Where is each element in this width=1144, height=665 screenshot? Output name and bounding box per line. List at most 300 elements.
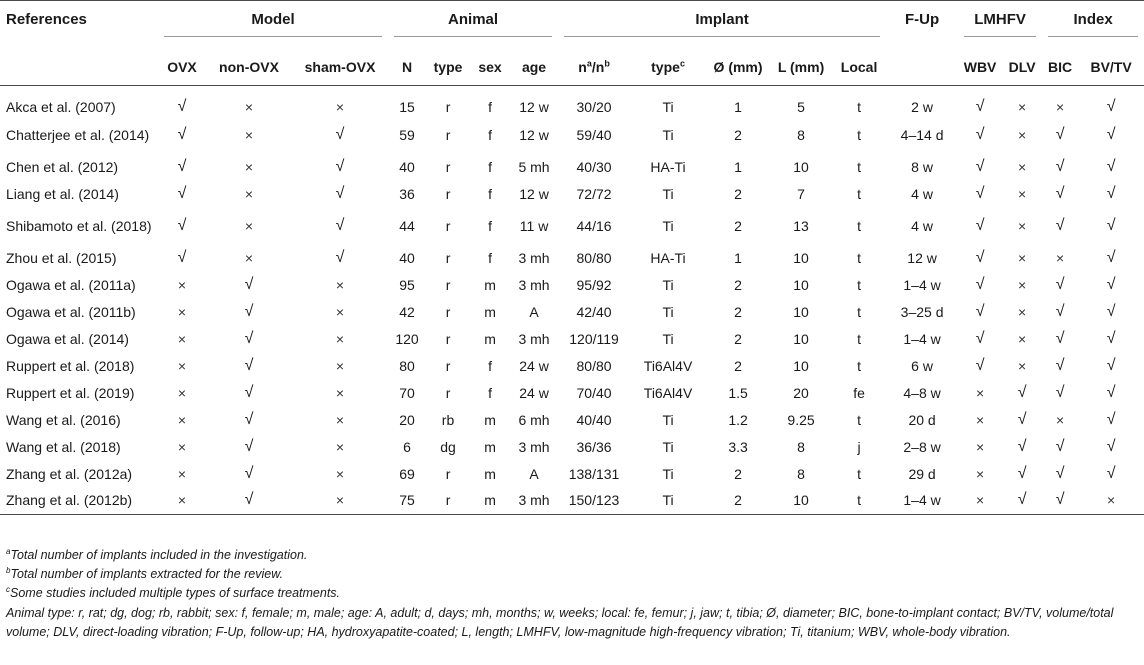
bvtv-cell: √ [1106, 410, 1116, 428]
nanb-cell: 44/16 [576, 217, 612, 234]
col-local: Local [840, 58, 878, 75]
dia-cell: 2 [734, 185, 742, 202]
len-cell: 10 [793, 330, 809, 347]
type-cell: r [445, 330, 451, 347]
sham-ovx-cell: × [335, 357, 345, 374]
sham-ovx-cell: × [335, 330, 345, 347]
age-cell: 3 mh [518, 492, 550, 509]
dlv-cell: × [1017, 330, 1027, 347]
itype-cell: Ti [662, 185, 674, 202]
n-cell: 59 [399, 126, 415, 143]
dlv-cell: √ [1017, 383, 1027, 401]
itype-cell: HA-Ti [650, 158, 686, 175]
local-cell: t [857, 249, 861, 266]
bic-cell: √ [1055, 157, 1065, 175]
ovx-cell: √ [177, 98, 187, 115]
fup-cell: 2 w [911, 99, 933, 115]
len-cell: 7 [797, 185, 805, 202]
type-cell: r [445, 465, 451, 482]
header-group-row [0, 1, 1144, 49]
itype-cell: Ti6Al4V [643, 384, 693, 401]
type-cell: r [445, 303, 451, 320]
local-cell: t [857, 492, 861, 509]
non-ovx-cell: √ [244, 464, 254, 482]
itype-cell: Ti [662, 303, 674, 320]
reference-cell: Ruppert et al. (2018) [6, 357, 135, 374]
reference-cell: Ogawa et al. (2014) [6, 330, 129, 347]
dia-cell: 1 [734, 249, 742, 266]
table-row [0, 298, 1144, 325]
itype-cell: Ti [662, 217, 674, 234]
age-cell: 12 w [519, 126, 549, 143]
col-non-ovx: non-OVX [219, 58, 279, 75]
ovx-cell: × [177, 330, 187, 347]
non-ovx-cell: √ [244, 329, 254, 347]
itype-cell: Ti [662, 411, 674, 428]
footnote-a: $^a$Total number of implants included in the investigation. [6, 546, 308, 562]
bic-cell: × [1056, 411, 1065, 428]
itype-cell: Ti [662, 465, 674, 482]
len-cell: 5 [797, 99, 805, 115]
reference-cell: Liang et al. (2014) [6, 185, 119, 202]
dia-cell: 1 [734, 99, 742, 115]
type-cell: r [445, 99, 451, 115]
dlv-cell: × [1017, 217, 1027, 234]
age-cell: 3 mh [518, 438, 550, 455]
sham-ovx-cell: √ [335, 216, 345, 234]
non-ovx-cell: √ [244, 356, 254, 374]
non-ovx-cell: √ [244, 275, 254, 293]
age-cell: 12 w [519, 185, 549, 202]
type-cell: r [445, 249, 451, 266]
sex-cell: m [484, 330, 496, 347]
bic-cell: √ [1055, 464, 1065, 482]
table-row [0, 406, 1144, 433]
nanb-cell: 40/40 [576, 411, 612, 428]
non-ovx-cell: √ [244, 302, 254, 320]
dlv-cell: × [1017, 126, 1027, 143]
col-bvtv: BV/TV [1090, 58, 1132, 75]
len-cell: 10 [793, 357, 809, 374]
fup-cell: 4 w [911, 217, 933, 234]
age-cell: A [529, 303, 539, 320]
ovx-cell: √ [177, 125, 187, 143]
itype-cell: HA-Ti [650, 249, 686, 266]
age-cell: 3 mh [518, 276, 550, 293]
bvtv-cell: × [1107, 492, 1116, 509]
bvtv-cell: √ [1106, 98, 1116, 115]
reference-cell: Wang et al. (2018) [6, 438, 121, 455]
dia-cell: 2 [734, 330, 742, 347]
bvtv-cell: √ [1106, 157, 1116, 175]
n-cell: 42 [399, 303, 415, 320]
reference-cell: Shibamoto et al. (2018) [6, 217, 152, 234]
len-cell: 8 [797, 438, 805, 455]
fup-cell: 2–8 w [903, 438, 941, 455]
type-cell: r [445, 158, 451, 175]
reference-cell: Chen et al. (2012) [6, 158, 119, 175]
sex-cell: f [488, 99, 492, 115]
sham-ovx-cell: √ [335, 125, 345, 143]
n-cell: 44 [399, 217, 415, 234]
fup-cell: 20 d [908, 411, 936, 428]
col-implant-type: type$^c$ [651, 57, 685, 75]
len-cell: 8 [797, 465, 805, 482]
wbv-cell: × [975, 438, 985, 455]
wbv-cell: × [975, 492, 985, 509]
bvtv-cell: √ [1106, 437, 1116, 455]
fup-cell: 4 w [911, 185, 933, 202]
dia-cell: 2 [734, 217, 742, 234]
ovx-cell: × [177, 276, 187, 293]
bic-cell: √ [1055, 216, 1065, 234]
dia-cell: 2 [734, 126, 742, 143]
table-row [0, 86, 1144, 117]
bvtv-cell: √ [1106, 383, 1116, 401]
bic-cell: √ [1055, 491, 1065, 509]
sham-ovx-cell: × [335, 438, 345, 455]
bic-cell: × [1056, 249, 1065, 266]
n-cell: 80 [399, 357, 415, 374]
age-cell: 3 mh [518, 249, 550, 266]
col-na-nb: $n^a/n^b$ [578, 57, 610, 75]
non-ovx-cell: × [244, 126, 254, 143]
non-ovx-cell: × [244, 217, 254, 234]
lmhfv-group-header: LMHFV [958, 1, 1042, 49]
dlv-cell: √ [1017, 464, 1027, 482]
table-row [0, 116, 1144, 153]
sex-cell: f [488, 185, 492, 202]
reference-cell: Ruppert et al. (2019) [6, 384, 135, 401]
bic-cell: √ [1055, 356, 1065, 374]
table-body [0, 86, 1144, 515]
local-cell: t [857, 126, 861, 143]
fup-cell: 4–8 w [903, 384, 941, 401]
dlv-cell: × [1017, 99, 1027, 115]
dia-cell: 1.2 [728, 411, 748, 428]
col-diameter: Ø (mm) [713, 58, 763, 75]
sex-cell: f [488, 158, 492, 175]
ovx-cell: × [177, 303, 187, 320]
dlv-cell: × [1017, 276, 1027, 293]
n-cell: 36 [399, 185, 415, 202]
len-cell: 10 [793, 303, 809, 320]
non-ovx-cell: √ [244, 437, 254, 455]
abbreviation-legend: Animal type: r, rat; dg, dog; rb, rabbit; sex: f, female; m, male; age: A, adult; d, days; mh, months; w, weeks; local: fe, femur; j, jaw; t, tibia; Ø, diameter; BIC, bone-to-implant contact; BV/TV, volume/total volume; DLV, direct-loading vibration; F-Up, follow-up; HA, hydroxyapatite-coated; L, length; LMHFV, low-magnitude high-frequency vibration; Ti, titanium; WBV, whole-body vibration. [6, 605, 1114, 639]
fup-cell: 8 w [911, 158, 933, 175]
non-ovx-cell: × [244, 249, 254, 266]
bic-cell: √ [1055, 184, 1065, 202]
n-cell: 70 [399, 384, 415, 401]
ovx-cell: × [177, 465, 187, 482]
wbv-cell: √ [975, 98, 985, 115]
reference-cell: Akca et al. (2007) [6, 99, 116, 115]
bic-cell: × [1056, 99, 1065, 115]
dlv-cell: × [1017, 158, 1027, 175]
bvtv-cell: √ [1106, 275, 1116, 293]
table-row [0, 433, 1144, 460]
sex-cell: f [488, 384, 492, 401]
fup-cell: 12 w [907, 249, 937, 266]
dlv-cell: × [1017, 249, 1027, 266]
n-cell: 69 [399, 465, 415, 482]
table-row [0, 487, 1144, 514]
local-cell: fe [853, 384, 865, 401]
len-cell: 13 [793, 217, 809, 234]
itype-cell: Ti [662, 492, 674, 509]
wbv-cell: √ [975, 125, 985, 143]
non-ovx-cell: × [244, 158, 254, 175]
type-cell: r [445, 492, 451, 509]
wbv-cell: √ [975, 275, 985, 293]
sham-ovx-cell: × [335, 303, 345, 320]
dia-cell: 2 [734, 492, 742, 509]
nanb-cell: 36/36 [576, 438, 612, 455]
dia-cell: 1.5 [728, 384, 748, 401]
fup-cell: 6 w [911, 357, 933, 374]
sex-cell: f [488, 249, 492, 266]
age-cell: A [529, 465, 539, 482]
type-cell: rb [441, 411, 455, 428]
col-fup-blank [886, 48, 958, 86]
wbv-cell: √ [975, 356, 985, 374]
table-footnotes [6, 546, 1138, 642]
local-cell: t [857, 465, 861, 482]
table-row [0, 352, 1144, 379]
ovx-cell: √ [177, 248, 187, 266]
nanb-cell: 120/119 [569, 330, 619, 347]
col-n: N [401, 58, 413, 75]
len-cell: 8 [797, 126, 805, 143]
dlv-cell: × [1017, 357, 1027, 374]
sham-ovx-cell: × [335, 99, 345, 115]
footnote-b: $^b$Total number of implants extracted for the review. [6, 566, 284, 582]
len-cell: 10 [793, 492, 809, 509]
sex-cell: m [484, 438, 496, 455]
dia-cell: 2 [734, 276, 742, 293]
implant-group-header: Implant [558, 1, 886, 49]
nanb-cell: 80/80 [576, 249, 612, 266]
sex-cell: f [488, 357, 492, 374]
table-row [0, 325, 1144, 352]
col-wbv: WBV [963, 58, 997, 75]
table-row [0, 271, 1144, 298]
n-cell: 120 [395, 330, 419, 347]
dlv-cell: × [1017, 185, 1027, 202]
bic-cell: √ [1055, 275, 1065, 293]
wbv-cell: √ [975, 302, 985, 320]
table-row [0, 153, 1144, 180]
bic-cell: √ [1055, 302, 1065, 320]
nanb-cell: 30/20 [576, 99, 612, 115]
bvtv-cell: √ [1106, 125, 1116, 143]
len-cell: 9.25 [787, 411, 815, 428]
wbv-cell: × [975, 384, 985, 401]
col-sex: sex [478, 58, 502, 75]
sham-ovx-cell: × [335, 276, 345, 293]
bvtv-cell: √ [1106, 329, 1116, 347]
dlv-cell: √ [1017, 410, 1027, 428]
dia-cell: 2 [734, 465, 742, 482]
wbv-cell: √ [975, 157, 985, 175]
itype-cell: Ti [662, 330, 674, 347]
reference-cell: Wang et al. (2016) [6, 411, 121, 428]
non-ovx-cell: × [244, 99, 254, 115]
fup-cell: 1–4 w [903, 492, 941, 509]
nanb-cell: 59/40 [576, 126, 612, 143]
table-row [0, 207, 1144, 244]
col-sham-ovx: sham-OVX [304, 58, 376, 75]
reference-cell: Zhou et al. (2015) [6, 249, 117, 266]
col-length: L (mm) [777, 58, 825, 75]
reference-cell: Ogawa et al. (2011b) [6, 303, 136, 320]
nanb-cell: 80/80 [576, 357, 612, 374]
table-row [0, 379, 1144, 406]
age-cell: 24 w [519, 357, 549, 374]
local-cell: j [857, 438, 861, 455]
ovx-cell: × [177, 438, 187, 455]
references-header: References [6, 11, 87, 28]
col-dlv: DLV [1008, 58, 1036, 75]
sham-ovx-cell: × [335, 384, 345, 401]
reference-cell: Zhang et al. (2012b) [6, 492, 133, 509]
ovx-cell: √ [177, 216, 187, 234]
dlv-cell: × [1017, 303, 1027, 320]
dia-cell: 2 [734, 303, 742, 320]
type-cell: r [445, 185, 451, 202]
model-group-header: Model [158, 1, 388, 49]
bic-cell: √ [1055, 437, 1065, 455]
table-header [0, 1, 1144, 86]
itype-cell: Ti [662, 99, 674, 115]
ovx-cell: × [177, 411, 187, 428]
fup-cell: 29 d [908, 465, 936, 482]
itype-cell: Ti [662, 126, 674, 143]
table-row [0, 460, 1144, 487]
n-cell: 95 [399, 276, 415, 293]
wbv-cell: √ [975, 216, 985, 234]
nanb-cell: 95/92 [576, 276, 612, 293]
len-cell: 10 [793, 276, 809, 293]
local-cell: t [857, 217, 861, 234]
itype-cell: Ti [662, 438, 674, 455]
n-cell: 15 [399, 99, 415, 115]
age-cell: 11 w [519, 217, 549, 234]
footnote-c: $^c$Some studies included multiple types of surface treatments. [6, 585, 341, 601]
wbv-cell: √ [975, 248, 985, 266]
ovx-cell: × [177, 492, 187, 509]
table-row [0, 244, 1144, 271]
dlv-cell: √ [1017, 491, 1027, 509]
sham-ovx-cell: √ [335, 157, 345, 175]
fup-cell: 1–4 w [903, 330, 941, 347]
sex-cell: f [488, 217, 492, 234]
wbv-cell: × [975, 411, 985, 428]
non-ovx-cell: × [244, 185, 254, 202]
bic-cell: √ [1055, 125, 1065, 143]
ovx-cell: √ [177, 157, 187, 175]
wbv-cell: × [975, 465, 985, 482]
dia-cell: 1 [734, 158, 742, 175]
bvtv-cell: √ [1106, 356, 1116, 374]
reference-cell: Ogawa et al. (2011a) [6, 276, 136, 293]
dia-cell: 2 [734, 357, 742, 374]
dia-cell: 3.3 [728, 438, 748, 455]
col-animal-type: type [433, 58, 463, 75]
type-cell: r [445, 384, 451, 401]
local-cell: t [857, 303, 861, 320]
sham-ovx-cell: × [335, 411, 345, 428]
local-cell: t [857, 185, 861, 202]
n-cell: 6 [403, 438, 411, 455]
non-ovx-cell: √ [244, 410, 254, 428]
type-cell: r [445, 126, 451, 143]
col-bic: BIC [1048, 58, 1073, 75]
local-cell: t [857, 330, 861, 347]
nanb-cell: 150/123 [568, 492, 620, 509]
ovx-cell: × [177, 384, 187, 401]
type-cell: r [445, 357, 451, 374]
nanb-cell: 72/72 [576, 185, 612, 202]
animal-group-header: Animal [388, 1, 558, 49]
ovx-cell: √ [177, 184, 187, 202]
local-cell: t [857, 357, 861, 374]
n-cell: 40 [399, 158, 415, 175]
index-group-header: Index [1042, 1, 1144, 49]
table-row [0, 180, 1144, 207]
age-cell: 24 w [519, 384, 549, 401]
wbv-cell: √ [975, 184, 985, 202]
local-cell: t [857, 276, 861, 293]
sex-cell: f [488, 126, 492, 143]
fup-cell: 4–14 d [900, 126, 944, 143]
local-cell: t [857, 158, 861, 175]
bvtv-cell: √ [1106, 464, 1116, 482]
type-cell: dg [440, 438, 456, 455]
bic-cell: √ [1055, 383, 1065, 401]
sham-ovx-cell: × [335, 465, 345, 482]
age-cell: 3 mh [518, 330, 550, 347]
len-cell: 10 [793, 158, 809, 175]
len-cell: 20 [793, 384, 809, 401]
col-ovx: OVX [167, 58, 197, 75]
n-cell: 20 [399, 411, 415, 428]
local-cell: t [857, 99, 861, 115]
sex-cell: m [484, 492, 496, 509]
bvtv-cell: √ [1106, 248, 1116, 266]
reference-cell: Zhang et al. (2012a) [6, 465, 133, 482]
itype-cell: Ti6Al4V [643, 357, 693, 374]
age-cell: 6 mh [518, 411, 550, 428]
itype-cell: Ti [662, 276, 674, 293]
local-cell: t [857, 411, 861, 428]
fup-cell: 3–25 d [900, 303, 944, 320]
bvtv-cell: √ [1106, 184, 1116, 202]
sham-ovx-cell: × [335, 492, 345, 509]
n-cell: 40 [399, 249, 415, 266]
type-cell: r [445, 276, 451, 293]
nanb-cell: 42/40 [576, 303, 612, 320]
age-cell: 5 mh [518, 158, 550, 175]
nanb-cell: 70/40 [576, 384, 612, 401]
nanb-cell: 40/30 [576, 158, 612, 175]
non-ovx-cell: √ [244, 383, 254, 401]
sex-cell: m [484, 465, 496, 482]
col-age: age [521, 58, 547, 75]
len-cell: 10 [793, 249, 809, 266]
reference-cell: Chatterjee et al. (2014) [6, 126, 150, 143]
ovx-cell: × [177, 357, 187, 374]
